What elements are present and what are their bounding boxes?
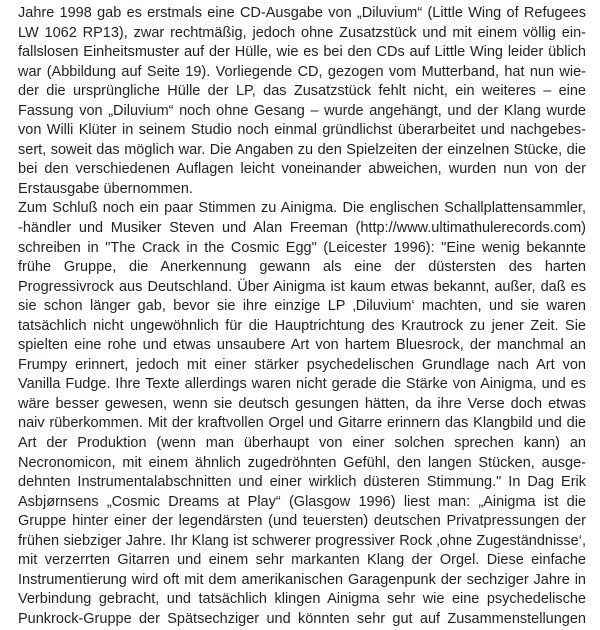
text-line: Frumpy erinnert, jedoch mit einer stärker psychedelischen Grundlage nach Art von bbox=[18, 356, 586, 373]
text-line: frühen siebziger Jahre. Ihr Klang ist schwerer progressiver Rock ‚ohne Zugeständnisse‘, bbox=[18, 532, 586, 549]
text-line: Fassung von „Diluvium“ noch ohne Gesang – wurde angehängt, und der Klang wurde bbox=[18, 102, 586, 119]
text-line: sert, soweit das möglich war. Die Angaben zu den Spielzeiten der einzelnen Stücke, die bbox=[18, 141, 586, 158]
text-line: Necronomicon, mit einem ähnlich zugedröhnten Gefühl, den langen Stücken, ausge- bbox=[18, 454, 586, 471]
text-line: Gruppe hinter einer der legendärsten (und teuersten) deutschen Privatpressungen der bbox=[18, 513, 586, 530]
text-line: wäre besser gewesen, wenn sie deutsch gesungen hätten, da ihre Verse doch etwas bbox=[18, 395, 586, 412]
text-line: Jahre 1998 gab es erstmals eine CD-Ausgabe von „Diluvium“ (Little Wing of Refugees bbox=[18, 5, 586, 21]
text-line: Vanilla Fudge. Ihre Texte allerdings waren nicht gerade die Stärke von Ainigma, und es bbox=[18, 376, 586, 393]
text-line: fallslosen Einheitsmuster auf der Hülle, wie es bei den CDs auf Little Wing leider üblich bbox=[18, 44, 586, 61]
text-line: dehnten Instrumentalabschnitten und einer wirklich düsteren Stimmung." In Dag Erik bbox=[18, 474, 586, 491]
text-line: bei den verschiedenen Auflagen leicht voneinander abweichen, wurden nun von der bbox=[18, 161, 586, 178]
text-line: tatsächlich nicht ungewöhnlich für die Hauptrichtung des Krautrock zu jener Zeit. Sie bbox=[18, 317, 586, 334]
text-line: spielten eine rohe und etwas unsaubere Art von hartem Bluesrock, der manchmal an bbox=[18, 337, 586, 354]
text-line: -händler und Musiker Steven und Alan Freeman (http://www.ultimathulerecords.com) bbox=[18, 220, 586, 237]
paragraph-reviews bbox=[18, 199, 586, 629]
text-line: Instrumentierung wird oft mit dem amerikanischen Garagenpunk der sechziger Jahre in bbox=[18, 571, 586, 588]
text-line: schreiben in "The Crack in the Cosmic Egg" (Leicester 1996): "Eine wenig bekannte bbox=[18, 239, 586, 256]
text-line: Punkrock-Gruppe der Spätsechziger und könnten sehr gut auf Zusammenstellungen bbox=[18, 610, 586, 627]
text-line: naiv rüberkommen. Mit der kraftvollen Orgel und Gitarre erinnern das Klangbild und die bbox=[18, 415, 586, 432]
text-line: sie schon länger gab, bevor sie ihre einzige LP ‚Diluvium‘ machten, und sie waren bbox=[18, 298, 586, 315]
text-line: Zum Schluß noch ein paar Stimmen zu Ainigma. Die englischen Schallplattensammler, bbox=[18, 200, 586, 217]
text-line: Progressivrock aus Deutschland. Über Ainigma ist kaum etwas bekannt, außer, daß es bbox=[18, 278, 586, 295]
text-line: Verbindung gebracht, und tatsächlich klingen Ainigma sehr wie eine psychedelische bbox=[18, 591, 586, 608]
paragraph-cd-edition bbox=[18, 4, 586, 199]
text-line: Asbjørnsens „Cosmic Dreams at Play“ (Glasgow 1996) liest man: „Ainigma ist die bbox=[18, 493, 586, 510]
text-line: mit verzerrten Gitarren und einem sehr markanten Klang der Orgel. Diese einfache bbox=[18, 552, 586, 569]
document-page bbox=[18, 4, 586, 630]
text-line: LW 1062 RP13), zwar rechtmäßig, jedoch ohne Zusatzstück und mit einem völlig ein- bbox=[18, 24, 586, 41]
text-line: der die ursprüngliche Hülle der LP, das Zusatzstück fehlt nicht, ein weiteres – eine bbox=[18, 83, 586, 100]
text-line: frühe Gruppe, die Anerkennung gewann als eine der düstersten des harten bbox=[18, 259, 586, 276]
text-line: war (Abbildung auf Seite 19). Vorliegende CD, gezogen vom Mutterband, hat nun wie- bbox=[18, 63, 586, 80]
text-line: von Willi Klüter in seinem Studio noch einmal gründlichst überarbeitet und nachgebes- bbox=[18, 122, 586, 139]
text-line: Erstausgabe übernommen. bbox=[18, 180, 193, 197]
text-line: Art der Produktion (wenn man überhaupt von einer solchen sprechen kann) an bbox=[18, 435, 586, 452]
